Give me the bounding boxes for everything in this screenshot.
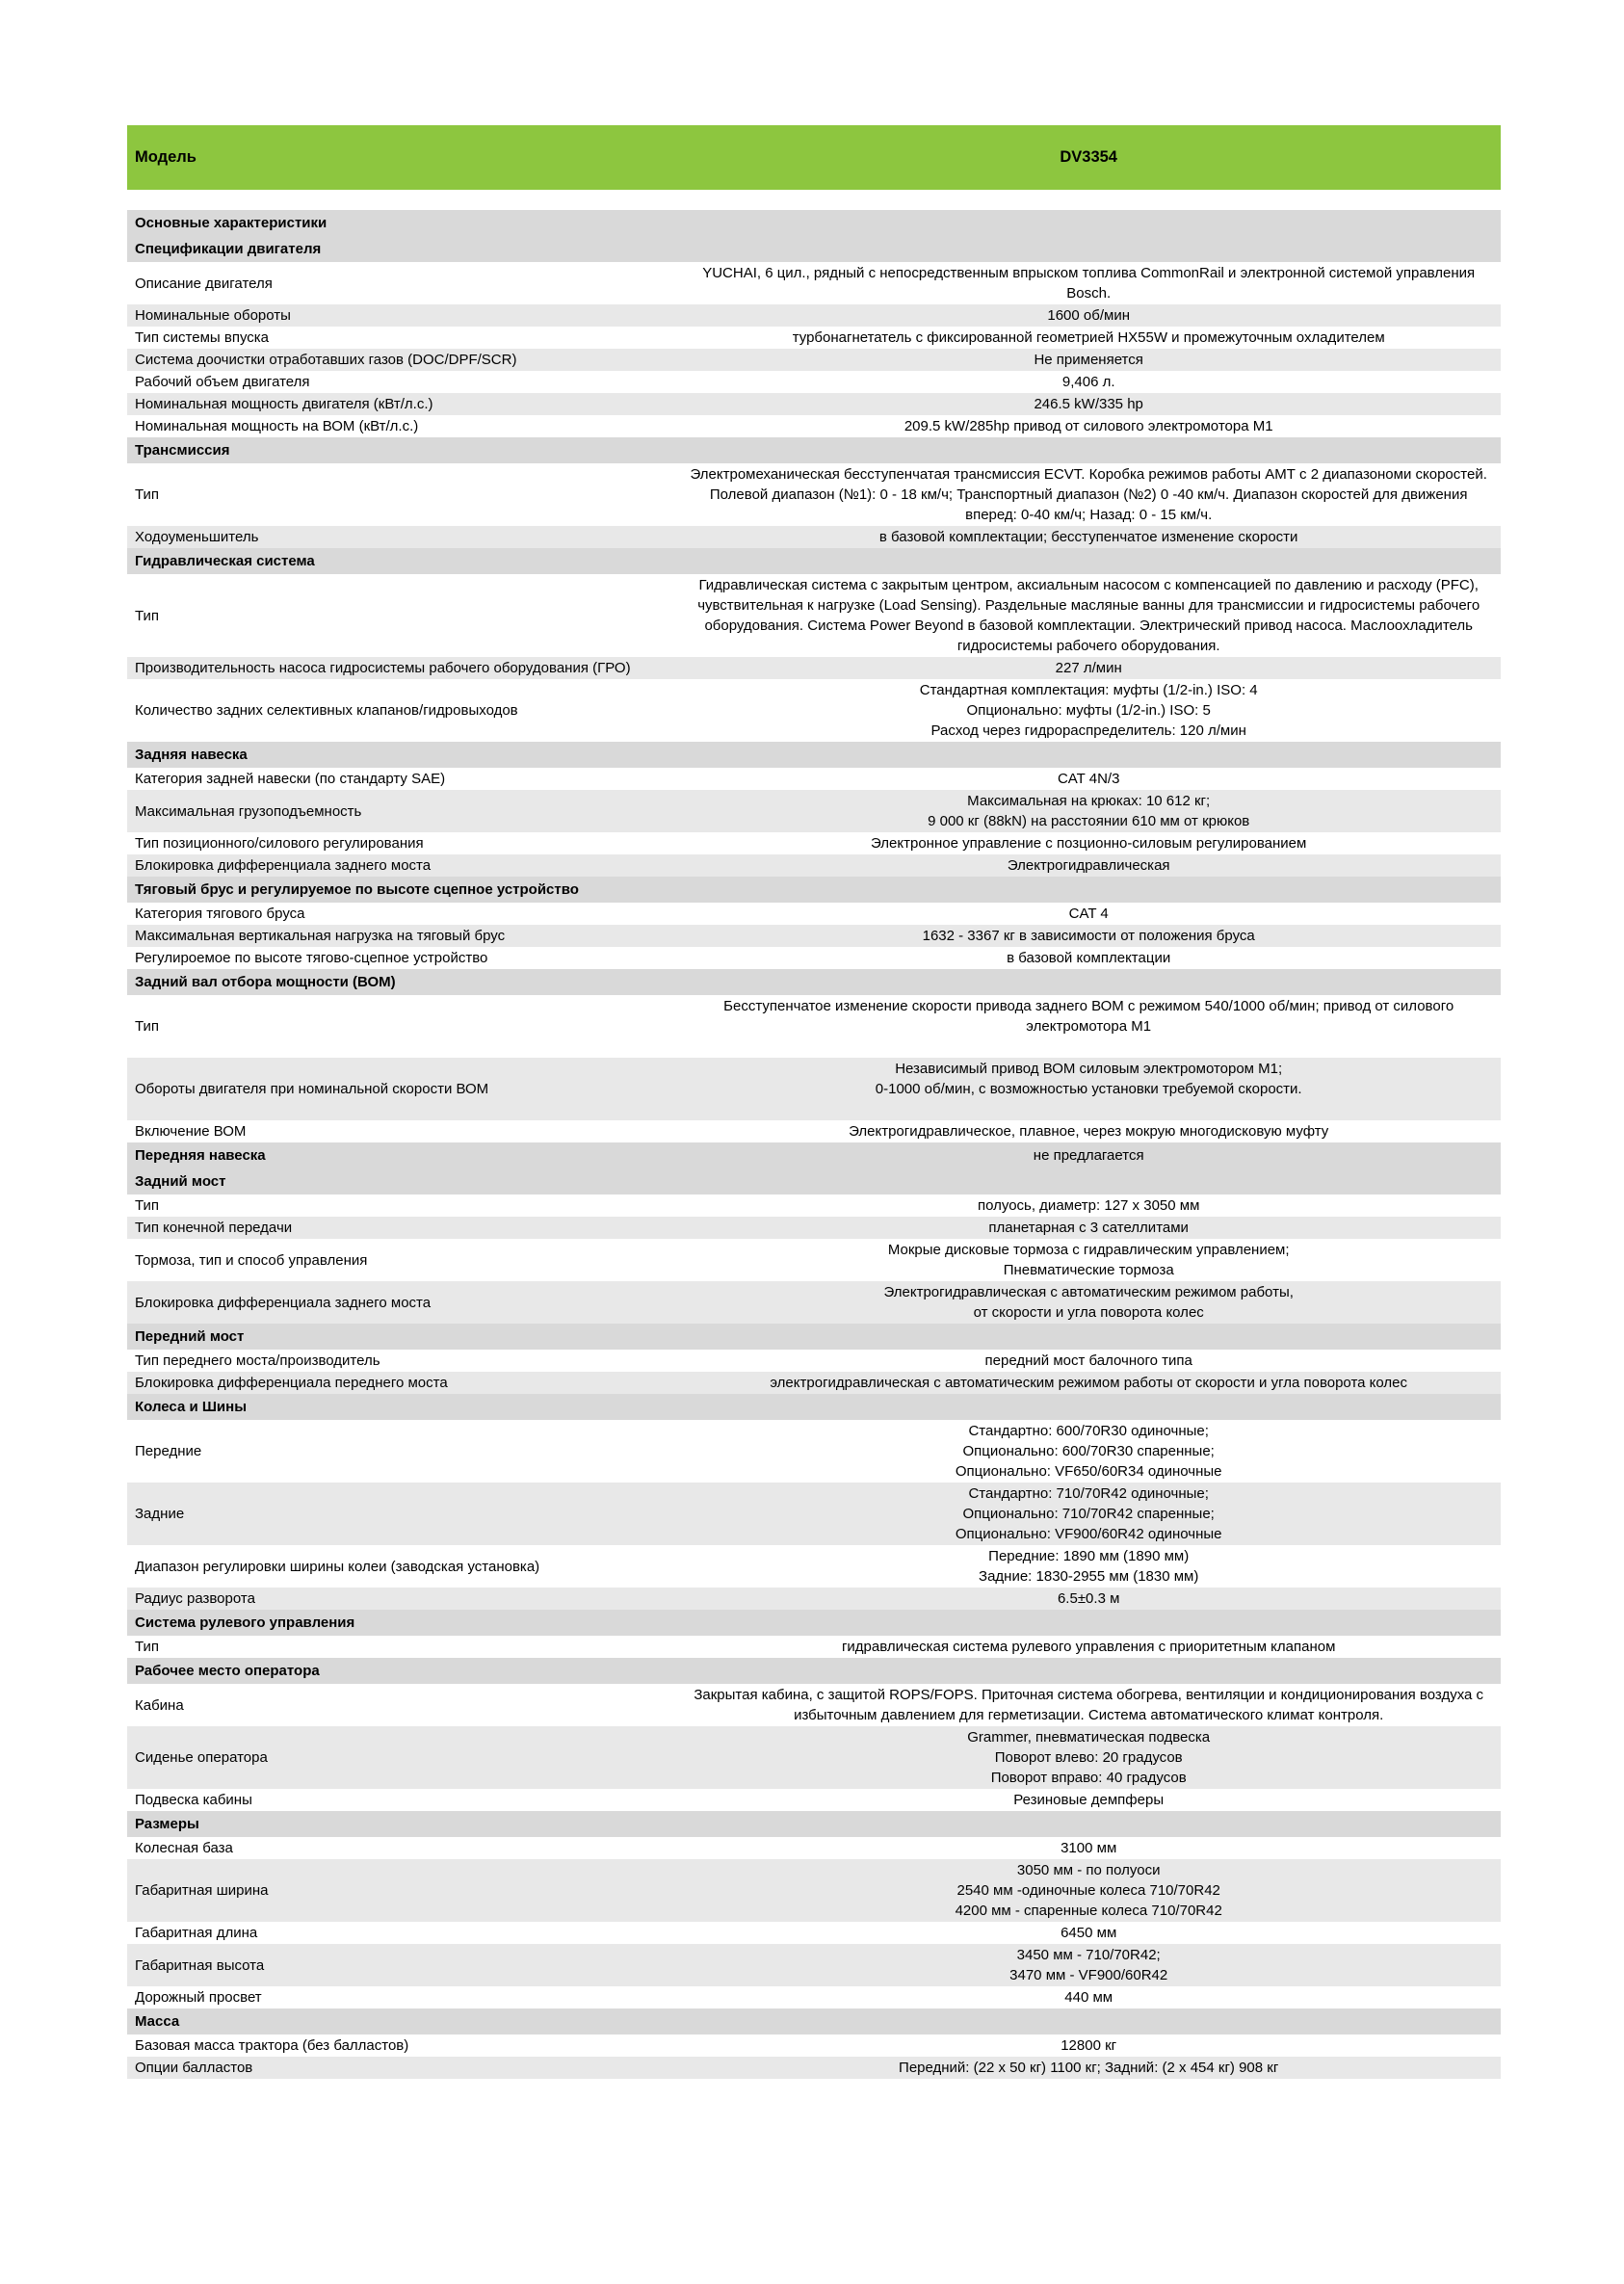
spec-label: Рабочий объем двигателя — [135, 374, 310, 390]
spec-row — [127, 463, 1501, 526]
spec-value — [676, 2058, 1501, 2078]
section-header-row — [127, 437, 1501, 463]
spec-value-line: Grammer, пневматическая подвеска — [967, 1729, 1211, 1746]
section-header-row — [127, 742, 1501, 768]
spec-label: Сиденье оператора — [135, 1749, 268, 1766]
section-header-row — [127, 1142, 1501, 1168]
spec-label: Габаритная ширина — [135, 1882, 269, 1899]
spec-value — [676, 1240, 1501, 1280]
spec-value — [676, 791, 1501, 831]
spec-value — [676, 1059, 1501, 1119]
spec-value-line: Стандартно: 600/70R30 одиночные; — [968, 1423, 1209, 1439]
spec-value-line: 6.5±0.3 м — [1057, 1590, 1120, 1607]
section-title: Трансмиссия — [135, 442, 230, 459]
spec-value — [676, 1727, 1501, 1788]
spec-label: Номинальная мощность на ВОМ (кВт/л.с.) — [135, 418, 419, 434]
section-title: Задний вал отбора мощности (ВОМ) — [135, 974, 396, 990]
spec-label: Ходоуменьшитель — [135, 529, 259, 545]
spec-row — [127, 1058, 1501, 1120]
spec-label: Категория задней навески (по стандарту SAE) — [135, 771, 446, 787]
spec-label: Подвеска кабины — [135, 1792, 252, 1808]
spec-value-line: Пневматические тормоза — [1003, 1262, 1174, 1278]
spec-value — [676, 1685, 1501, 1725]
spec-value — [676, 1987, 1501, 2008]
spec-row — [127, 304, 1501, 327]
spec-row — [127, 679, 1501, 742]
spec-row — [127, 1120, 1501, 1142]
spec-row — [127, 1986, 1501, 2008]
spec-value — [676, 855, 1501, 876]
spec-label: Номинальная мощность двигателя (кВт/л.с.) — [135, 396, 433, 412]
spec-label: Кабина — [135, 1696, 184, 1714]
spec-value-line: Опционально: 710/70R42 спаренные; — [962, 1506, 1215, 1522]
spec-row — [127, 832, 1501, 854]
spec-label: Производительность насоса гидросистемы рабочего оборудования (ГРО) — [135, 660, 631, 676]
spec-row — [127, 657, 1501, 679]
spec-label: Тип переднего моста/производитель — [135, 1352, 380, 1369]
spec-label: Тип — [135, 1197, 160, 1214]
spec-value — [676, 1282, 1501, 1323]
spec-label: Тип конечной передачи — [135, 1220, 293, 1236]
spec-value — [676, 1838, 1501, 1858]
spec-value-line: 246.5 kW/335 hp — [1034, 396, 1143, 412]
model-label: Модель — [135, 148, 196, 166]
section-title: Задний мост — [135, 1173, 226, 1190]
spec-label: Опции балластов — [135, 2060, 253, 2076]
spec-row — [127, 947, 1501, 969]
spec-value — [676, 1195, 1501, 1216]
spec-value-line: Закрытая кабина, с защитой ROPS/FOPS. Приточная система обогрева, вентиляции и кондиционирования воздуха с избыточным давлением для герметизации. Система автоматического климат контроля. — [694, 1687, 1484, 1723]
spec-label: Габаритная длина — [135, 1925, 258, 1941]
spec-value — [676, 996, 1501, 1057]
spec-value-line: Опционально: 600/70R30 спаренные; — [962, 1443, 1215, 1459]
spec-label: Блокировка дифференциала переднего моста — [135, 1375, 448, 1391]
section-title: Передняя навеска — [135, 1147, 266, 1164]
spec-value — [676, 1790, 1501, 1810]
spec-value-line: Электрогидравлическая с автоматическим режимом работы, — [883, 1284, 1294, 1300]
section-title: Рабочее место оператора — [135, 1663, 320, 1679]
spec-value — [676, 263, 1501, 303]
spec-row — [127, 1372, 1501, 1394]
spec-row — [127, 1217, 1501, 1239]
spec-table-body — [127, 210, 1501, 2079]
spec-value-line: 1600 об/мин — [1047, 307, 1130, 324]
spec-value — [676, 1121, 1501, 1142]
spec-value-line: Электрогидравлическая — [1007, 857, 1170, 874]
section-title: Гидравлическая система — [135, 553, 315, 569]
spec-label: Номинальные обороты — [135, 307, 291, 324]
spec-value-line: 12800 кг — [1061, 2037, 1117, 2054]
spec-label: Система доочистки отработавших газов (DOC/DPF/SCR) — [135, 352, 517, 368]
spec-value-line: Передние: 1890 мм (1890 мм) — [988, 1548, 1190, 1564]
spec-row — [127, 903, 1501, 925]
section-title: Колеса и Шины — [135, 1399, 248, 1415]
spec-value-line: Не применяется — [1034, 352, 1143, 368]
section-header-row — [127, 969, 1501, 995]
spec-value-line: 209.5 kW/285hp привод от силового электромотора М1 — [904, 418, 1273, 434]
spec-value — [676, 1923, 1501, 1943]
spec-value — [676, 948, 1501, 968]
spec-table — [127, 125, 1501, 2079]
spec-row — [127, 1944, 1501, 1986]
spec-value-line: YUCHAI, 6 цил., рядный с непосредственным впрыском топлива CommonRail и электронной системой управления Bosch. — [702, 265, 1476, 302]
section-header-row — [127, 877, 1501, 903]
section-title: Размеры — [135, 1816, 199, 1832]
section-title: Тяговый брус и регулируемое по высоте сцепное устройство — [135, 881, 579, 898]
spec-label: Максимальная вертикальная нагрузка на тяговый брус — [135, 928, 506, 944]
spec-value-line: Бесступенчатое изменение скорости привода заднего ВОМ с режимом 540/1000 об/мин; привод от силового электромотора М1 — [723, 998, 1454, 1035]
spec-value-line: 3100 мм — [1061, 1840, 1117, 1856]
spec-value-line: Электрогидравлическое, плавное, через мокрую многодисковую муфту — [849, 1123, 1329, 1140]
spec-value — [676, 1218, 1501, 1238]
section-header-row — [127, 210, 1501, 236]
spec-value — [676, 2035, 1501, 2056]
spec-label: Количество задних селективных клапанов/гидровыходов — [135, 702, 518, 719]
spec-value — [676, 328, 1501, 348]
spec-row — [127, 262, 1501, 304]
spec-value-line: Гидравлическая система с закрытым центром, аксиальным насосом с компенсацией по давлению и расходу (PFC), чувствительная к нагрузке (Load Sensing). Раздельные масляные ванны для трансмиссии и гидросистемы рабочего оборудования. Система Power Beyond в базовой комплектации. Электрический привод насоса. Маслоохладитель гидросистемы рабочего оборудования. — [697, 577, 1480, 654]
spec-value-line: Задние: 1830-2955 мм (1830 мм) — [979, 1568, 1199, 1585]
spec-value-line: Поворот влево: 20 градусов — [994, 1749, 1183, 1766]
spec-label: Тормоза, тип и способ управления — [135, 1251, 368, 1269]
spec-row — [127, 1789, 1501, 1811]
spec-value-line: Максимальная на крюках: 10 612 кг; — [967, 793, 1211, 809]
spec-value-line: Резиновые демпферы — [1013, 1792, 1165, 1808]
spec-label: Тип позиционного/силового регулирования — [135, 835, 424, 852]
spec-row — [127, 1859, 1501, 1922]
spec-value-line — [684, 1099, 1493, 1119]
spec-label: Тип — [135, 1639, 160, 1655]
spec-row — [127, 1545, 1501, 1588]
spec-value — [676, 575, 1501, 656]
section-title: Передний мост — [135, 1328, 245, 1345]
spec-value-line: Расход через гидрораспределитель: 120 л/мин — [930, 722, 1246, 739]
spec-value-line: Опционально: муфты (1/2-in.) ISO: 5 — [966, 702, 1211, 719]
spec-row — [127, 1837, 1501, 1859]
spec-value — [676, 1373, 1501, 1393]
spec-value-line: Электромеханическая бесступенчатая трансмиссия ECVT. Коробка режимов работы АМТ с 2 диапазономи скоростей. Полевой диапазон (№1): 0 - 18 км/ч; Транспортный диапазон (№2) 0 -40 км/ч. Диапазон скоростей для движения вперед: 0-40 км/ч; Назад: 0 - 15 км/ч. — [690, 466, 1487, 523]
spec-value — [676, 833, 1501, 853]
spec-label: Радиус разворота — [135, 1590, 255, 1607]
spec-value-line: 4200 мм - спаренные колеса 710/70R42 — [955, 1903, 1222, 1919]
spec-value-line: в базовой комплектации; бесступенчатое изменение скорости — [878, 529, 1298, 545]
spec-value-line: 9,406 л. — [1061, 374, 1115, 390]
spec-label: Дорожный просвет — [135, 1989, 262, 2006]
spec-label: Колесная база — [135, 1840, 233, 1856]
spec-value-line: турбонагнетатель с фиксированной геометрией HX55W и промежуточным охладителем — [792, 329, 1385, 346]
section-header-row — [127, 1394, 1501, 1420]
spec-value-line: 1632 - 3367 кг в зависимости от положения бруса — [922, 928, 1255, 944]
spec-row — [127, 768, 1501, 790]
spec-row — [127, 415, 1501, 437]
spec-row — [127, 349, 1501, 371]
spec-value — [676, 464, 1501, 525]
spec-value — [676, 904, 1501, 924]
spec-value — [676, 372, 1501, 392]
spec-value-line: 0-1000 об/мин, с возможностью установки требуемой скорости. — [875, 1081, 1302, 1097]
spec-value-line: Стандартно: 710/70R42 одиночные; — [968, 1485, 1209, 1502]
spec-value-line: не предлагается — [1033, 1147, 1144, 1164]
spec-value — [676, 1483, 1501, 1544]
spec-label: Описание двигателя — [135, 275, 273, 292]
spec-value-line: электрогидравлическая с автоматическим режимом работы от скорости и угла поворота колес — [770, 1375, 1407, 1391]
section-title: Масса — [135, 2013, 180, 2030]
spec-value — [676, 1637, 1501, 1657]
spec-value — [676, 1860, 1501, 1921]
spec-row — [127, 995, 1501, 1058]
spec-label: Блокировка дифференциала заднего моста — [135, 1294, 432, 1311]
section-header-row — [127, 1324, 1501, 1350]
section-header-row — [127, 1168, 1501, 1195]
spec-value-line: от скорости и угла поворота колес — [973, 1304, 1204, 1321]
spec-value — [676, 658, 1501, 678]
spec-value — [676, 1351, 1501, 1371]
spec-label: Обороты двигателя при номинальной скорости ВОМ — [135, 1081, 489, 1097]
spec-value-line: гидравлическая система рулевого управления с приоритетным клапаном — [841, 1639, 1336, 1655]
spec-row — [127, 1195, 1501, 1217]
spec-value — [676, 680, 1501, 741]
spec-row — [127, 1922, 1501, 1944]
spec-row — [127, 327, 1501, 349]
spec-value — [676, 1945, 1501, 1985]
spec-label: Передние — [135, 1443, 202, 1459]
spec-value-line: передний мост балочного типа — [984, 1352, 1192, 1369]
section-header-row — [127, 236, 1501, 262]
section-header-row — [127, 548, 1501, 574]
spec-row — [127, 371, 1501, 393]
spec-value — [676, 394, 1501, 414]
spec-value-line: Поворот вправо: 40 градусов — [990, 1770, 1187, 1786]
spec-row — [127, 1588, 1501, 1610]
spec-value — [676, 1588, 1501, 1609]
spec-row — [127, 854, 1501, 877]
spec-row — [127, 1420, 1501, 1483]
spec-row — [127, 2057, 1501, 2079]
spec-label: Тип системы впуска — [135, 329, 270, 346]
spec-value-line: Мокрые дисковые тормоза с гидравлическим управлением; — [887, 1242, 1290, 1258]
spec-value — [676, 527, 1501, 547]
spec-label: Категория тягового бруса — [135, 906, 305, 922]
spec-value-line: 6450 мм — [1061, 1925, 1117, 1941]
spec-label: Тип — [135, 486, 160, 503]
spec-value — [676, 305, 1501, 326]
spec-label: Габаритная высота — [135, 1956, 265, 1974]
spec-row — [127, 526, 1501, 548]
spec-value-line: планетарная с 3 сателлитами — [988, 1220, 1189, 1236]
spec-value-line: Электронное управление с позционно-силовым регулированием — [871, 835, 1307, 852]
model-value: DV3354 — [1060, 148, 1117, 166]
spec-row — [127, 1281, 1501, 1324]
section-title: Основные характеристики — [135, 215, 327, 231]
spec-value — [676, 1145, 1501, 1166]
spec-value-line: 3050 мм - по полуоси — [1016, 1862, 1161, 1878]
spec-value-line — [684, 1037, 1493, 1057]
section-header-row — [127, 1658, 1501, 1684]
spec-value-line: Передний: (22 x 50 кг) 1100 кг; Задний: (2 x 454 кг) 908 кг — [899, 2060, 1279, 2076]
spec-value-line: Опционально: VF900/60R42 одиночные — [955, 1526, 1222, 1542]
spec-row — [127, 925, 1501, 947]
spec-value-line: 227 л/мин — [1055, 660, 1122, 676]
section-header-row — [127, 2008, 1501, 2035]
spec-value-line: CAT 4N/3 — [1057, 771, 1120, 787]
spec-row — [127, 790, 1501, 832]
section-header-row — [127, 1811, 1501, 1837]
spec-value-line: 9 000 кг (88kN) на расстоянии 610 мм от крюков — [928, 813, 1250, 829]
spec-value-line: 2540 мм -одиночные колеса 710/70R42 — [956, 1882, 1220, 1899]
spec-row — [127, 574, 1501, 657]
spec-value — [676, 1421, 1501, 1482]
spec-value-line: Опционально: VF650/60R34 одиночные — [955, 1463, 1222, 1480]
spec-label: Диапазон регулировки ширины колеи (заводская установка) — [135, 1558, 540, 1575]
spec-label: Тип — [135, 607, 160, 624]
section-title: Спецификации двигателя — [135, 241, 322, 257]
spec-value — [676, 350, 1501, 370]
section-title: Задняя навеска — [135, 747, 248, 763]
section-title: Система рулевого управления — [135, 1615, 355, 1631]
spec-value-line: Независимый привод ВОМ силовым электромотором М1; — [895, 1061, 1283, 1077]
spec-label: Тип — [135, 1018, 160, 1035]
spec-label: Включение ВОМ — [135, 1123, 247, 1140]
spec-row — [127, 1483, 1501, 1545]
spec-value — [676, 1546, 1501, 1587]
spec-value — [676, 926, 1501, 946]
spec-label: Базовая масса трактора (без балластов) — [135, 2037, 409, 2054]
spec-row — [127, 1350, 1501, 1372]
spec-value-line: CAT 4 — [1068, 906, 1109, 922]
spec-value-line: 3470 мм - VF900/60R42 — [1009, 1967, 1168, 1983]
spec-row — [127, 1684, 1501, 1726]
spec-value-line: 3450 мм - 710/70R42; — [1016, 1947, 1161, 1963]
spec-value-line: полуось, диаметр: 127 x 3050 мм — [977, 1197, 1200, 1214]
spec-value-line: 440 мм — [1064, 1989, 1113, 2006]
spec-row — [127, 2035, 1501, 2057]
spec-value — [676, 416, 1501, 436]
spec-row — [127, 1239, 1501, 1281]
spec-label: Блокировка дифференциала заднего моста — [135, 857, 432, 874]
section-header-row — [127, 1610, 1501, 1636]
spec-value — [676, 769, 1501, 789]
spec-label: Задние — [135, 1506, 185, 1522]
spec-value-line: в базовой комплектации — [1007, 950, 1171, 966]
spec-value-line: Стандартная комплектация: муфты (1/2-in.) ISO: 4 — [919, 682, 1258, 698]
spec-label: Максимальная грузоподъемность — [135, 802, 362, 820]
spec-row — [127, 1726, 1501, 1789]
spec-row — [127, 393, 1501, 415]
spec-label: Регулироемое по высоте тягово-сцепное устройство — [135, 950, 488, 966]
model-header-row — [127, 125, 1501, 190]
spec-row — [127, 1636, 1501, 1658]
